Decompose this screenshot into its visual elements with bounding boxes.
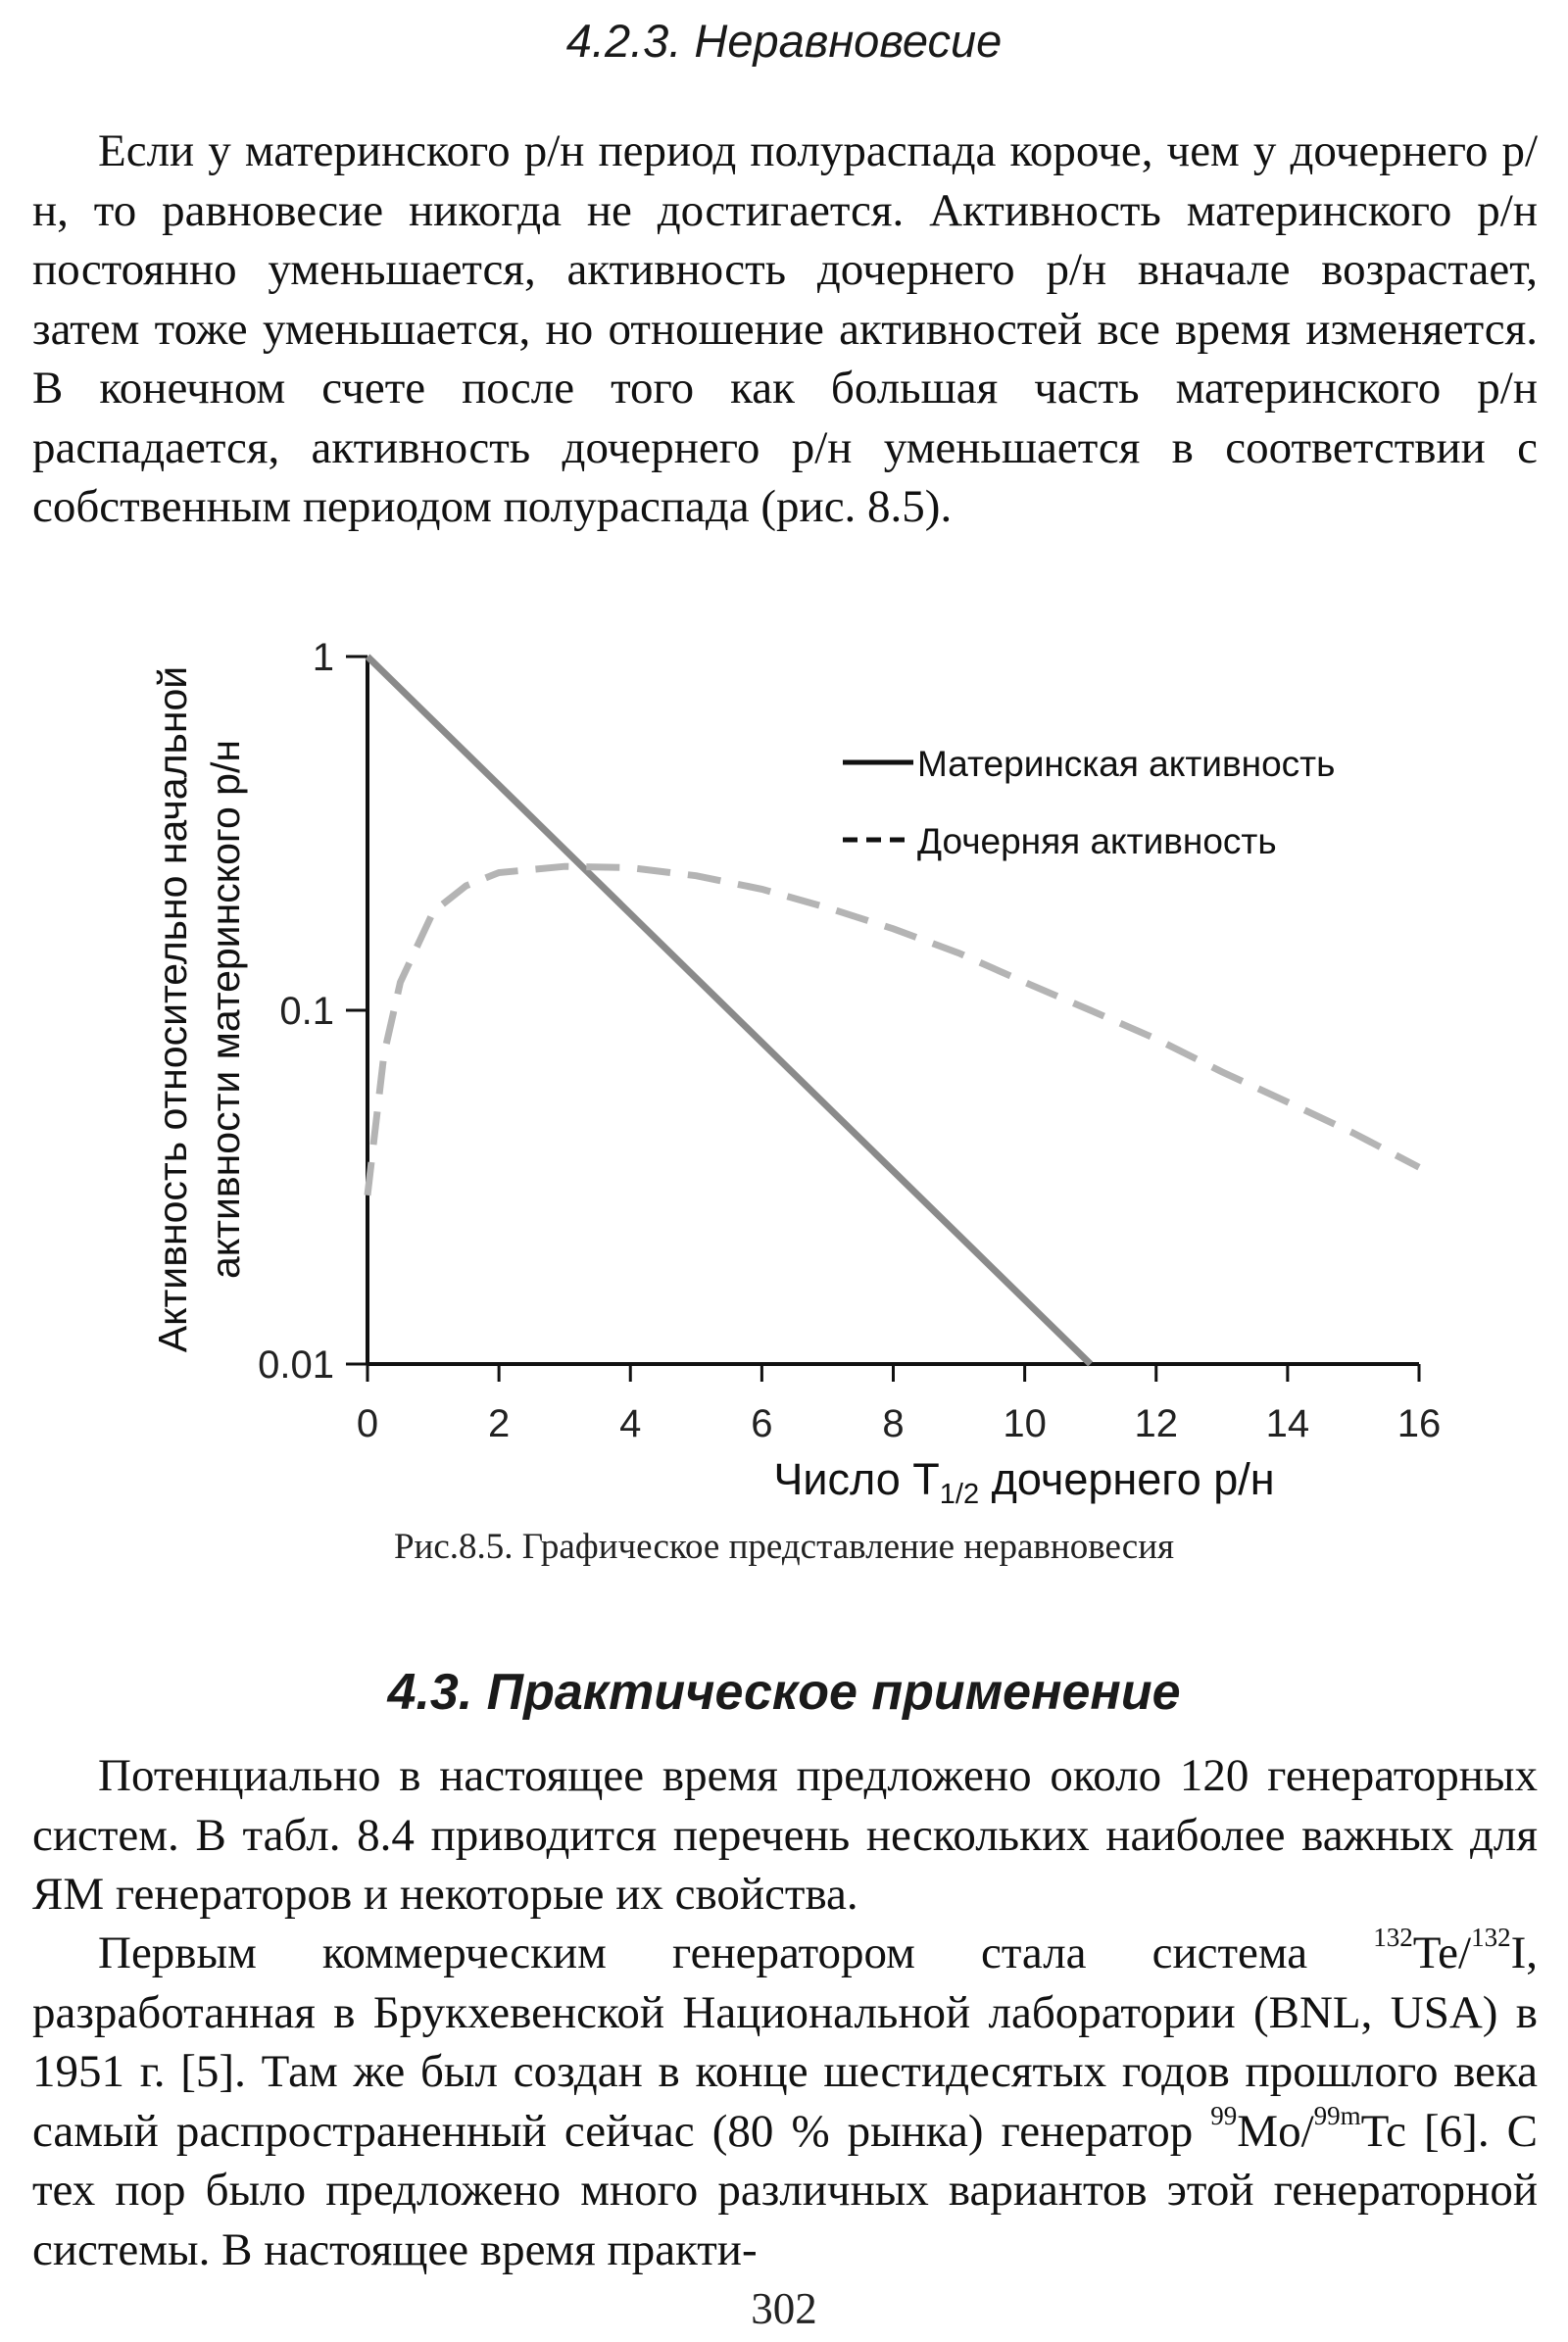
legend-daughter-label: Дочерняя активность xyxy=(917,821,1277,861)
x-tick-label: 12 xyxy=(1134,1402,1178,1445)
paragraph-generator-systems: Потенциально в настоящее время предложено около 120 генераторных систем. В табл. 8.4 приводится перечень нескольких наиболее важных для ЯМ генераторов и некоторые их свойства. xyxy=(32,1750,1538,1920)
x-axis-label-subscript: 1/2 xyxy=(939,1479,980,1510)
x-tick-label: 4 xyxy=(619,1402,642,1445)
section-title-nonequilibrium: 4.2.3. Неравновесие xyxy=(565,15,1003,67)
series-daughter-activity xyxy=(368,866,1419,1195)
y-tick-label: 1 xyxy=(312,636,334,679)
x-axis-label: Число $T_{1/2}$ дочернего р/н xyxy=(773,1454,1275,1510)
figure-caption: Рис.8.5. Графическое представление неравновесия xyxy=(393,1527,1175,1567)
x-tick-label: 10 xyxy=(1003,1402,1047,1445)
page-number: 302 xyxy=(751,2284,817,2333)
paragraph-nonequilibrium: Если у материнского р/н период полураспада короче, чем у дочернего р/н, то равновесие никогда не достигается. Активность материнского р/н постоянно уменьшается, активность дочернего р/н вначале возрастает, затем тоже уменьшается, но отношение активностей все время изменяется. В конечном счете после того как большая часть материнского р/н распадается, активность дочернего р/н уменьшается в соответствии с собственным периодом полураспада (рис. 8.5). xyxy=(32,125,1538,532)
x-ticks xyxy=(357,1364,1441,1445)
figure-chart xyxy=(0,617,1568,1519)
x-tick-label: 16 xyxy=(1396,1402,1442,1445)
x-tick-label: 2 xyxy=(488,1402,511,1445)
y-tick-label: 0.1 xyxy=(279,990,334,1033)
y-axis-label-line2: активности материнского р/н xyxy=(203,739,248,1280)
x-tick-label: 8 xyxy=(882,1402,905,1445)
legend-mother-label: Материнская активность xyxy=(917,744,1336,784)
paragraph-first-generator: Первым коммерческим генератором стала система $^{132}$Te/$^{132}$I, разработанная в Брукхевенской Национальной лаборатории (BNL, USA) в 1951 г. [5]. Там же был создан в конце шестидесятых годов прошлого века самый распространенный сейчас (80 % рынка) генератор $^{99}$Mo/$^{99m}$Tc [6]. С тех пор было предложено много различных вариантов этой генераторной системы. В настоящее время практи- xyxy=(32,1923,1538,2275)
section-title-practical-application: 4.3. Практическое применение xyxy=(387,1664,1181,1721)
y-ticks xyxy=(258,636,368,1387)
x-tick-label: 0 xyxy=(356,1402,379,1445)
y-tick-label: 0.01 xyxy=(258,1343,334,1387)
x-tick-label: 6 xyxy=(751,1402,773,1445)
y-axis-label-line1: Активность относительно начальной xyxy=(150,665,195,1353)
x-tick-label: 14 xyxy=(1265,1402,1310,1445)
legend xyxy=(843,744,1335,861)
